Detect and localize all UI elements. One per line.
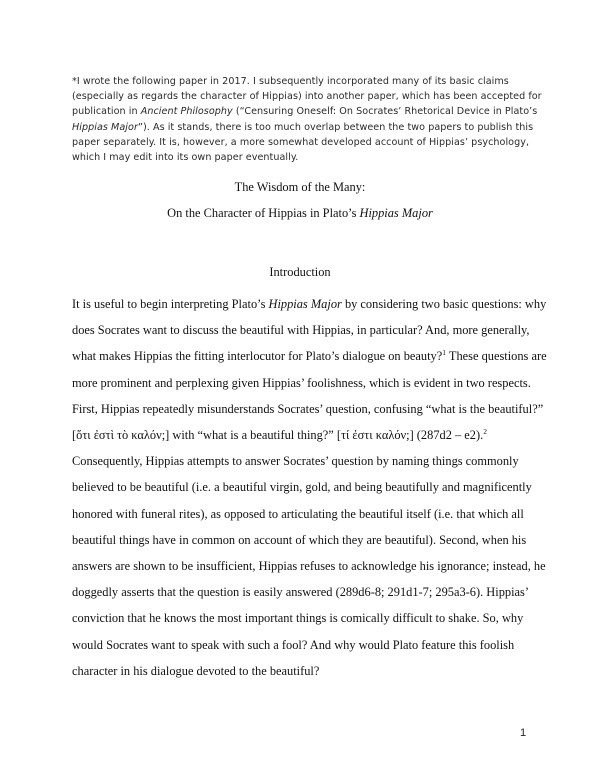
page-number: 1: [520, 727, 527, 739]
note-line: which I may edit into its own paper eventually.: [72, 152, 299, 164]
journal-title: Ancient Philosophy: [140, 106, 233, 118]
note-line: paper separately. It is, however, a more somewhat developed account of Hippias’ psychology,: [72, 136, 530, 148]
dialogue-title: Hippias Major: [72, 121, 138, 133]
body-line: believed to be beautiful (i.e. a beautiful virgin, gold, and being beautifully and magnificently: [72, 480, 532, 495]
paper-subtitle: On the Character of Hippias in Plato’s Hippias Major: [167, 206, 433, 220]
note-line: *I wrote the following paper in 2017. I subsequently incorporated many of its basic claims: [72, 76, 509, 87]
body-line: character in his dialogue devoted to the beautiful?: [72, 663, 320, 678]
body-line: answers are shown to be insufficient, Hippias refuses to acknowledge his ignorance; instead, he: [72, 559, 546, 574]
footnote-ref[interactable]: 1: [442, 348, 447, 358]
body-line: beautiful things have in common on account of which they are beautiful). Second, when his: [72, 532, 527, 547]
body-line: more prominent and perplexing given Hippias’ foolishness, which is evident in two respects.: [72, 375, 531, 390]
body-line: Consequently, Hippias attempts to answer Socrates’ question by naming things commonly: [72, 454, 519, 469]
note-line: (especially as regards the character of Hippias) into another paper, which has been accepted for: [72, 91, 542, 103]
paper-title: The Wisdom of the Many:: [234, 180, 366, 194]
body-line: It is useful to begin interpreting Plato’s Hippias Major by considering two basic questions: why: [72, 297, 547, 311]
body-line: conviction that he knows the most important things is comically difficult to shake. So, why: [72, 611, 524, 626]
body-line: does Socrates want to discuss the beautiful with Hippias, in particular? And, more generally,: [72, 323, 530, 338]
body-line: First, Hippias repeatedly misunderstands Socrates’ question, confusing “what is the beautiful?”: [72, 401, 544, 416]
body-line: [ὅτι ἐστὶ τὸ καλόν;] with “what is a beautiful thing?” [τί ἐστι καλόν;] (287d2 – e2).$^2$: [72, 427, 487, 443]
footnote-ref[interactable]: 2: [483, 427, 487, 437]
body-line: doggedly asserts that the question is easily answered (289d6-8; 291d1-7; 295a3-6). Hippias’: [72, 585, 529, 600]
body-line: would Socrates want to speak with such a fool? And why would Plato feature this foolish: [72, 637, 515, 652]
note-line: publication in Ancient Philosophy (“Censuring Oneself: On Socrates’ Rhetorical Device in Plato’s: [72, 106, 538, 118]
body-line: honored with funeral rites), as opposed to articulating the beautiful itself (i.e. that which all: [72, 506, 524, 521]
note-line: Hippias Major”). As it stands, there is too much overlap between the two papers to publish this: [72, 121, 534, 133]
author-note: [72, 74, 542, 165]
body-text: [72, 291, 547, 684]
section-heading: Introduction: [269, 265, 331, 279]
body-line: what makes Hippias the fitting interlocutor for Plato’s dialogue on beauty?$^1$ These questions are: [72, 348, 547, 364]
